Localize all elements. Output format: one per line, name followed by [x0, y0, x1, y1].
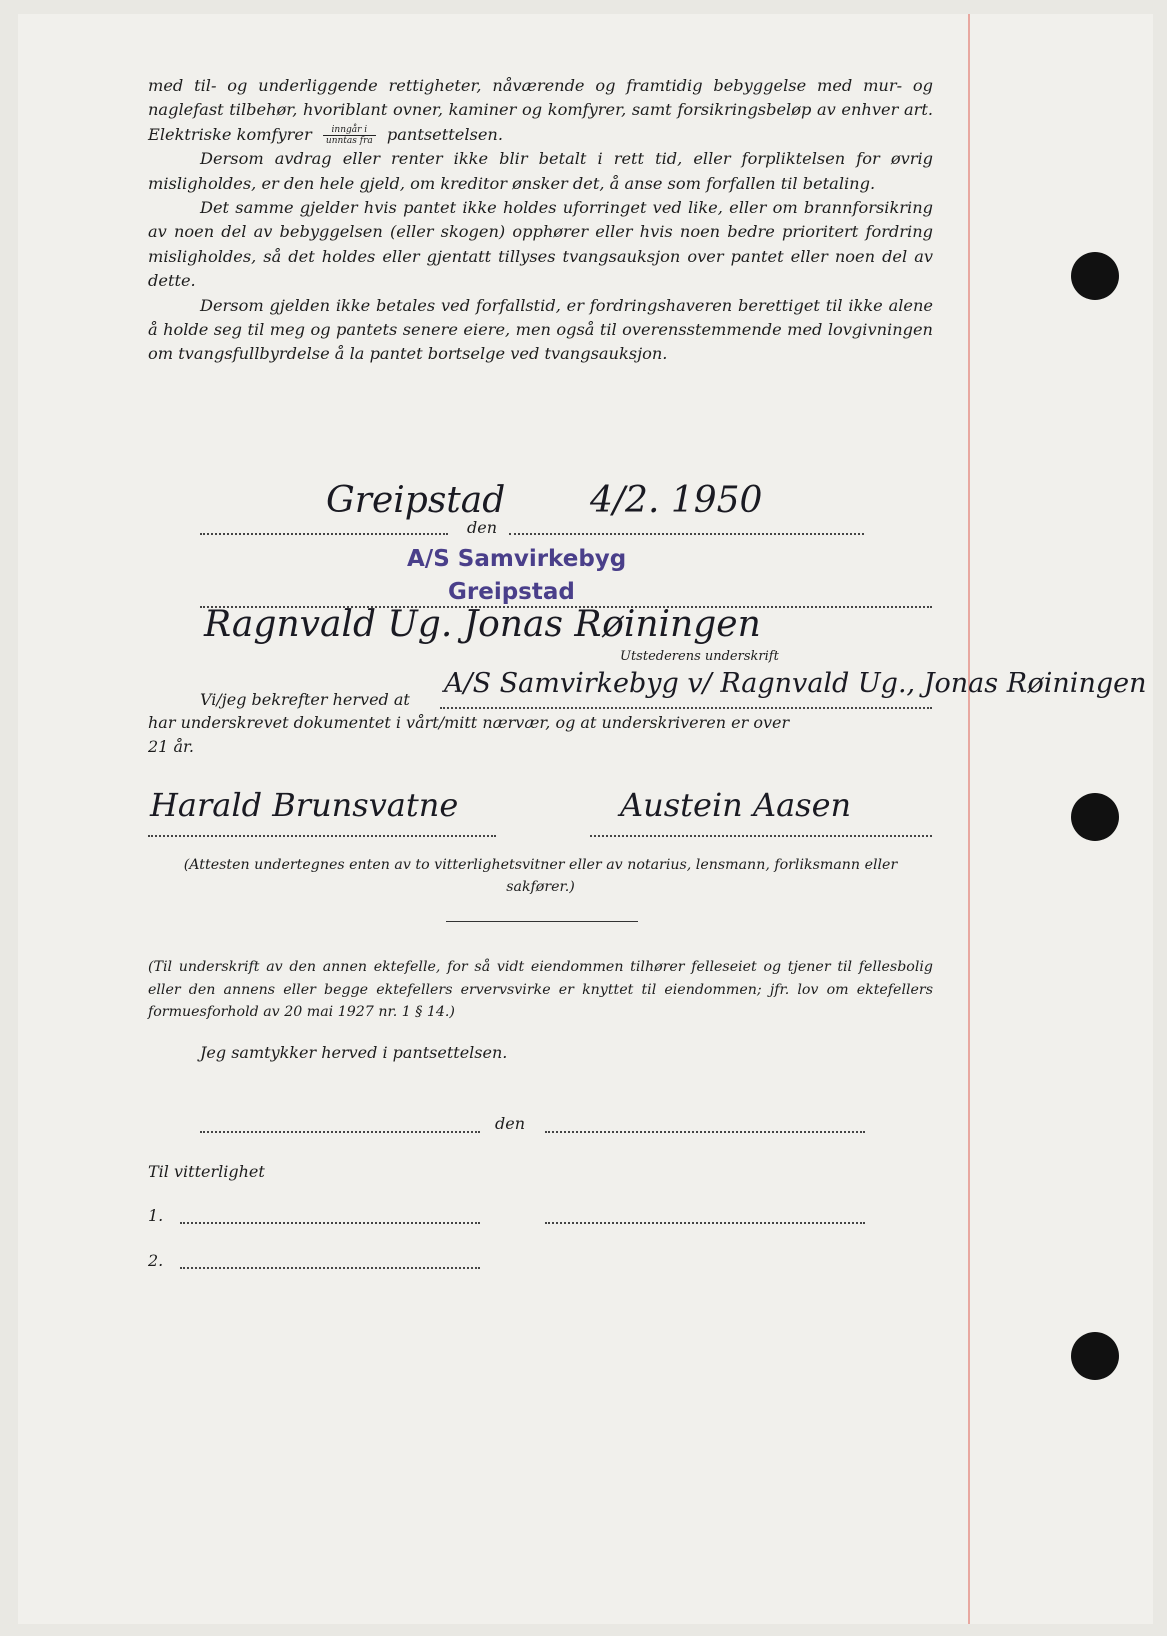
attest-handwriting: A/S Samvirkebyg v/ Ragnvald Ug., Jonas Røiningen [444, 668, 1147, 699]
witness-2-dotted-line [180, 1267, 480, 1269]
witness-1b-dotted-line [545, 1222, 865, 1224]
attest-age: 21 år. [148, 737, 194, 756]
spouse-note: (Til underskrift av den annen ektefelle, for så vidt eiendommen tilhører felleseiet og tjener til fellesbolig eller den annens eller begge ektefellers ervervsvirke er knyttet til eiendommen; jfr. lov om ektefellers formuesforhold av 20 mai 1927 nr. 1 § 14.) [148, 959, 933, 1020]
section-divider [446, 921, 638, 922]
den-label: den [467, 518, 498, 537]
paragraph-enforcement: Dersom gjelden ikke betales ved forfallstid, er fordringshaveren berettiget til ikke alene å holde seg til meg og pantets senere eiere, men også til overensstemmende med lovgivningen om tvangsfullbyrdelse å la pantet bortselge ved tvangsauksjon. [148, 295, 933, 364]
witness-number-1: 1. [148, 1206, 164, 1225]
fraction-bottom: unntas fra [325, 135, 373, 146]
paragraph-rights-text: med til- og underliggende rettigheter, nåværende og framtidig bebyggelse med mur- og naglefast tilbehør, hvoriblant ovner, kaminer og komfyrer, samt forsikringsbeløp av enhver art. Elektriske komfyrer [148, 76, 933, 144]
consent-date-dotted-line [545, 1131, 865, 1133]
witness-1-dotted-line [180, 1222, 480, 1224]
punch-hole [1071, 252, 1119, 300]
punch-hole [1071, 1332, 1119, 1380]
witness1-dotted-line [148, 835, 496, 837]
attest-line: Vi/jeg bekrefter herved at [200, 690, 410, 709]
choice-fraction [323, 125, 376, 146]
witness1-signature: Harald Brunsvatne [150, 786, 459, 824]
company-stamp-place: Greipstad [448, 579, 575, 605]
paragraph-default: Dersom avdrag eller renter ikke blir betalt i rett tid, eller forpliktelsen for øvrig misligholdes, er den hele gjeld, om kreditor ønsker det, å anse som forfallen til betaling. [148, 149, 933, 193]
witness2-signature: Austein Aasen [620, 786, 852, 824]
attest-dotted-line [440, 707, 932, 709]
signature-caption: Utstederens underskrift [620, 649, 779, 664]
paragraph-condition: Det samme gjelder hvis pantet ikke holdes uforringet ved like, eller om brannforsikring av noen del av bebyggelsen (eller skogen) opphører eller hvis noen bedre prioritert fordring misligholdes, så det holdes eller gjentatt tillyses tvangsauksjon over pantet eller noen del av dette. [148, 198, 933, 291]
attest-line-2: har underskrevet dokumentet i vårt/mitt nærvær, og at underskriveren er over [148, 713, 790, 732]
date-dotted-line [509, 533, 864, 535]
punch-hole [1071, 793, 1119, 841]
date-handwriting: 4/2. 1950 [590, 480, 763, 521]
issuer-signature: Ragnvald Ug. Jonas Røiningen [204, 604, 761, 645]
fraction-top: inngår i [323, 125, 376, 136]
witness-heading: Til vitterlighet [148, 1162, 265, 1181]
witness2-dotted-line [590, 835, 932, 837]
paragraph-rights-end: pantsettelsen. [386, 124, 503, 144]
consent-text: Jeg samtykker herved i pantsettelsen. [200, 1043, 508, 1062]
witness-number-2: 2. [148, 1251, 164, 1270]
margin-line [968, 14, 970, 1624]
place-dotted-line [200, 533, 448, 535]
place-handwriting: Greipstad [326, 480, 506, 521]
consent-place-dotted-line [200, 1131, 480, 1133]
paragraph-rights [148, 74, 933, 147]
body-text [148, 74, 933, 367]
consent-den-label: den [495, 1114, 526, 1133]
company-stamp-name: A/S Samvirkebyg [407, 546, 627, 572]
attest-note: (Attesten undertegnes enten av to vitterlighetsvitner eller av notarius, lensmann, forliksmann eller sakfører.) [183, 857, 898, 895]
